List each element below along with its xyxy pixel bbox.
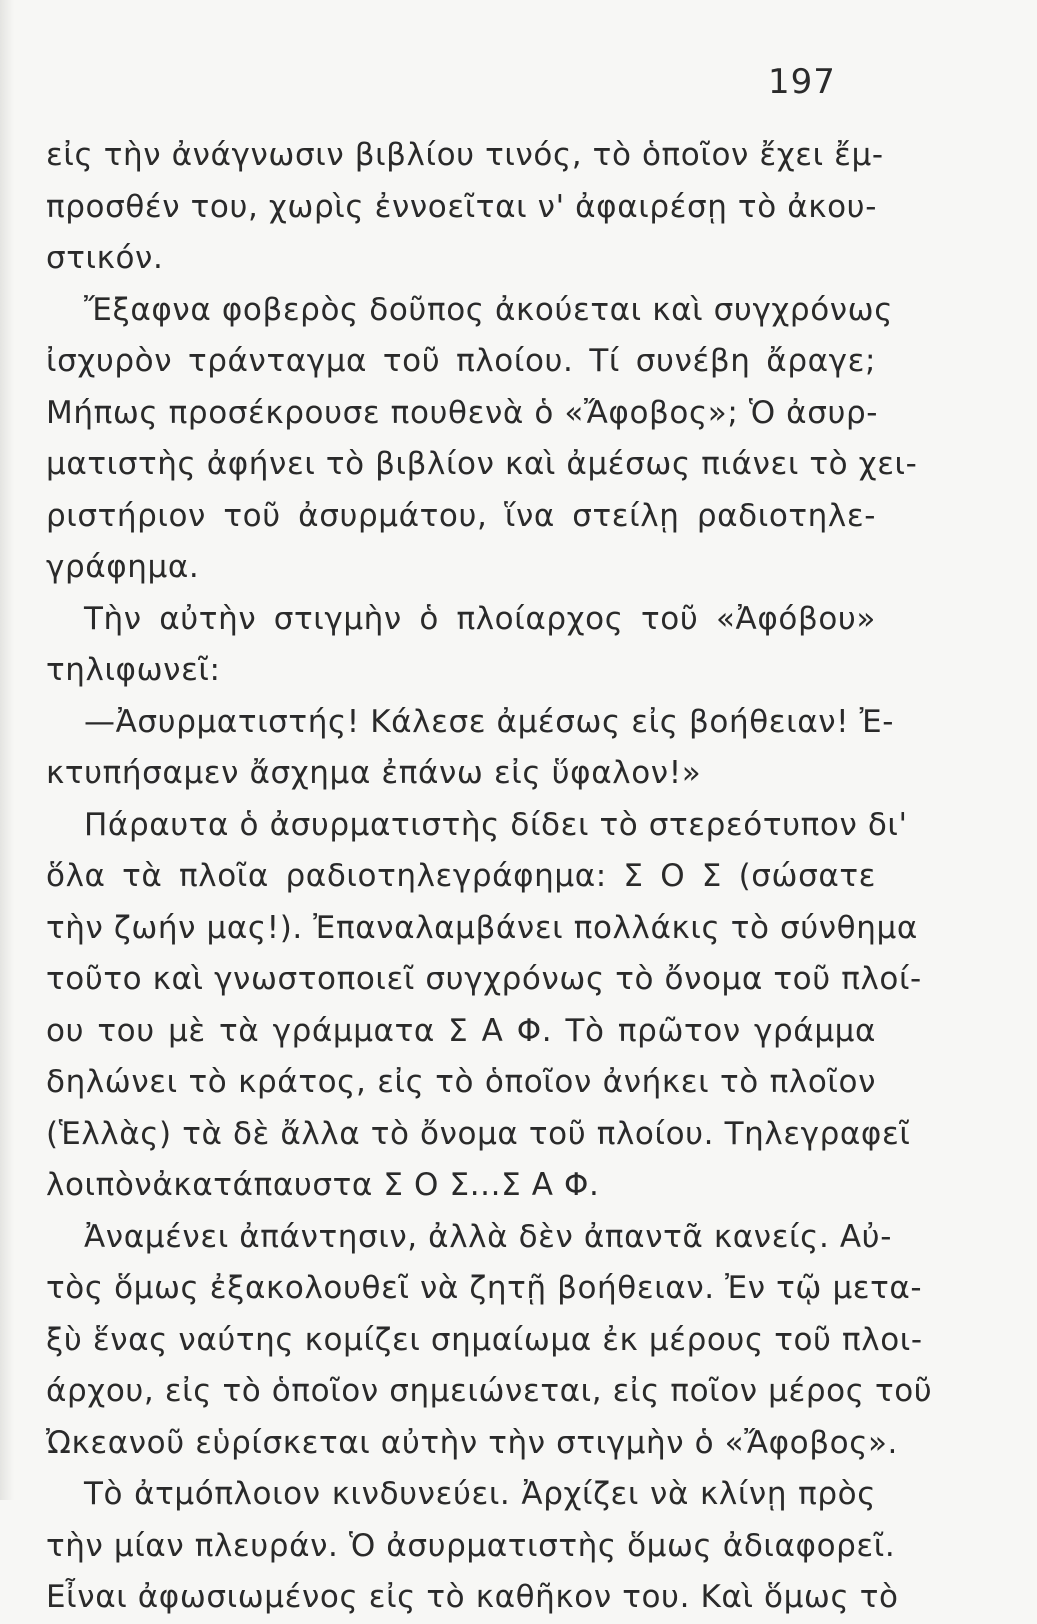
text-line: τοῦτο καὶ γνωστοποιεῖ συγχρόνως τὸ ὄνομα τοῦ πλοί- <box>46 961 922 997</box>
page-number: 197 <box>768 62 836 102</box>
text-line: κτυπήσαμεν ἄσχημα ἐπάνω εἰς ὕφαλον!» <box>46 755 702 791</box>
body-text <box>46 130 933 1624</box>
text-line: Ἔξαφνα φοβερὸς δοῦπος ἀκούεται καὶ συγχρόνως <box>84 291 894 328</box>
text-line: Εἶναι ἀφωσιωμένος εἰς τὸ καθῆκον του. Καὶ ὅμως τὸ <box>46 1579 899 1615</box>
text-line: ου του μὲ τὰ γράμματα Σ Α Φ. Τὸ πρῶτον γράμμα <box>46 1012 876 1049</box>
text-line: δηλώνει τὸ κράτος, εἰς τὸ ὁποῖον ἀνήκει τὸ πλοῖον <box>46 1064 876 1100</box>
text-line: (Ἑλλὰς) τὰ δὲ ἄλλα τὸ ὄνομα τοῦ πλοίου. Τηλεγραφεῖ <box>46 1115 911 1152</box>
text-line: Ἀναμένει ἀπάντησιν, ἀλλὰ δὲν ἀπαντᾶ κανείς. Αὐ- <box>84 1218 892 1255</box>
text-line: εἰς τὴν ἀνάγνωσιν βιβλίου τινός, τὸ ὁποῖον ἔχει ἔμ- <box>46 137 884 173</box>
page-gutter-shadow <box>0 0 14 1500</box>
text-line: τὴν μίαν πλευράν. Ὁ ἀσυρματιστὴς ὅμως ἀδιαφορεῖ. <box>46 1527 896 1564</box>
text-line: Ὠκεανοῦ εὑρίσκεται αὐτὴν τὴν στιγμὴν ὁ «Ἄφοβος». <box>46 1424 899 1461</box>
text-line: στικόν. <box>46 240 164 276</box>
text-line: Τὸ ἀτμόπλοιον κινδυνεύει. Ἀρχίζει νὰ κλίνῃ πρὸς <box>84 1476 876 1512</box>
text-line: —Ἀσυρματιστής! Κάλεσε ἀμέσως εἰς βοήθειαν! Ἐ- <box>84 703 895 740</box>
text-line: προσθέν του, χωρὶς ἐννοεῖται ν' ἀφαιρέσῃ τὸ ἀκου- <box>46 188 878 225</box>
text-line: άρχου, εἰς τὸ ὁποῖον σημειώνεται, εἰς ποῖον μέρος τοῦ <box>46 1373 933 1409</box>
text-line: τηλιφωνεῖ: <box>46 652 221 688</box>
text-line: γράφημα. <box>46 549 200 585</box>
text-line: Τὴν αὐτὴν στιγμὴν ὁ πλοίαρχος τοῦ «Ἀφόβου» <box>84 600 876 637</box>
text-line: τὸς ὅμως ἐξακολουθεῖ νὰ ζητῇ βοήθειαν. Ἐν τῷ μετα- <box>46 1270 923 1306</box>
text-line: ξὺ ἕνας ναύτης κομίζει σημαίωμα ἐκ μέρους τοῦ πλοι- <box>46 1321 923 1358</box>
text-line: Μήπως προσέκρουσε πουθενὰ ὁ «Ἄφοβος»; Ὁ ἀσυρ- <box>46 394 879 431</box>
text-line: Πάραυτα ὁ ἀσυρματιστὴς δίδει τὸ στερεότυπον δι' <box>84 806 908 843</box>
text-line: ματιστὴς ἀφήνει τὸ βιβλίον καὶ ἀμέσως πιάνει τὸ χει- <box>46 446 918 482</box>
text-line: ὅλα τὰ πλοῖα ραδιοτηλεγράφημα: Σ Ο Σ (σώσατε <box>46 858 876 894</box>
text-line: τὴν ζωήν μας!). Ἐπαναλαμβάνει πολλάκις τὸ σύνθημα <box>46 909 918 946</box>
text-line: ἰσχυρὸν τράνταγμα τοῦ πλοίου. Τί συνέβη ἄραγε; <box>46 343 876 379</box>
text-line: ριστήριον τοῦ ἀσυρμάτου, ἵνα στείλῃ ραδιοτηλε- <box>46 497 876 534</box>
text-line: λοιπὸνἀκατάπαυστα Σ Ο Σ...Σ Α Φ. <box>46 1167 600 1203</box>
